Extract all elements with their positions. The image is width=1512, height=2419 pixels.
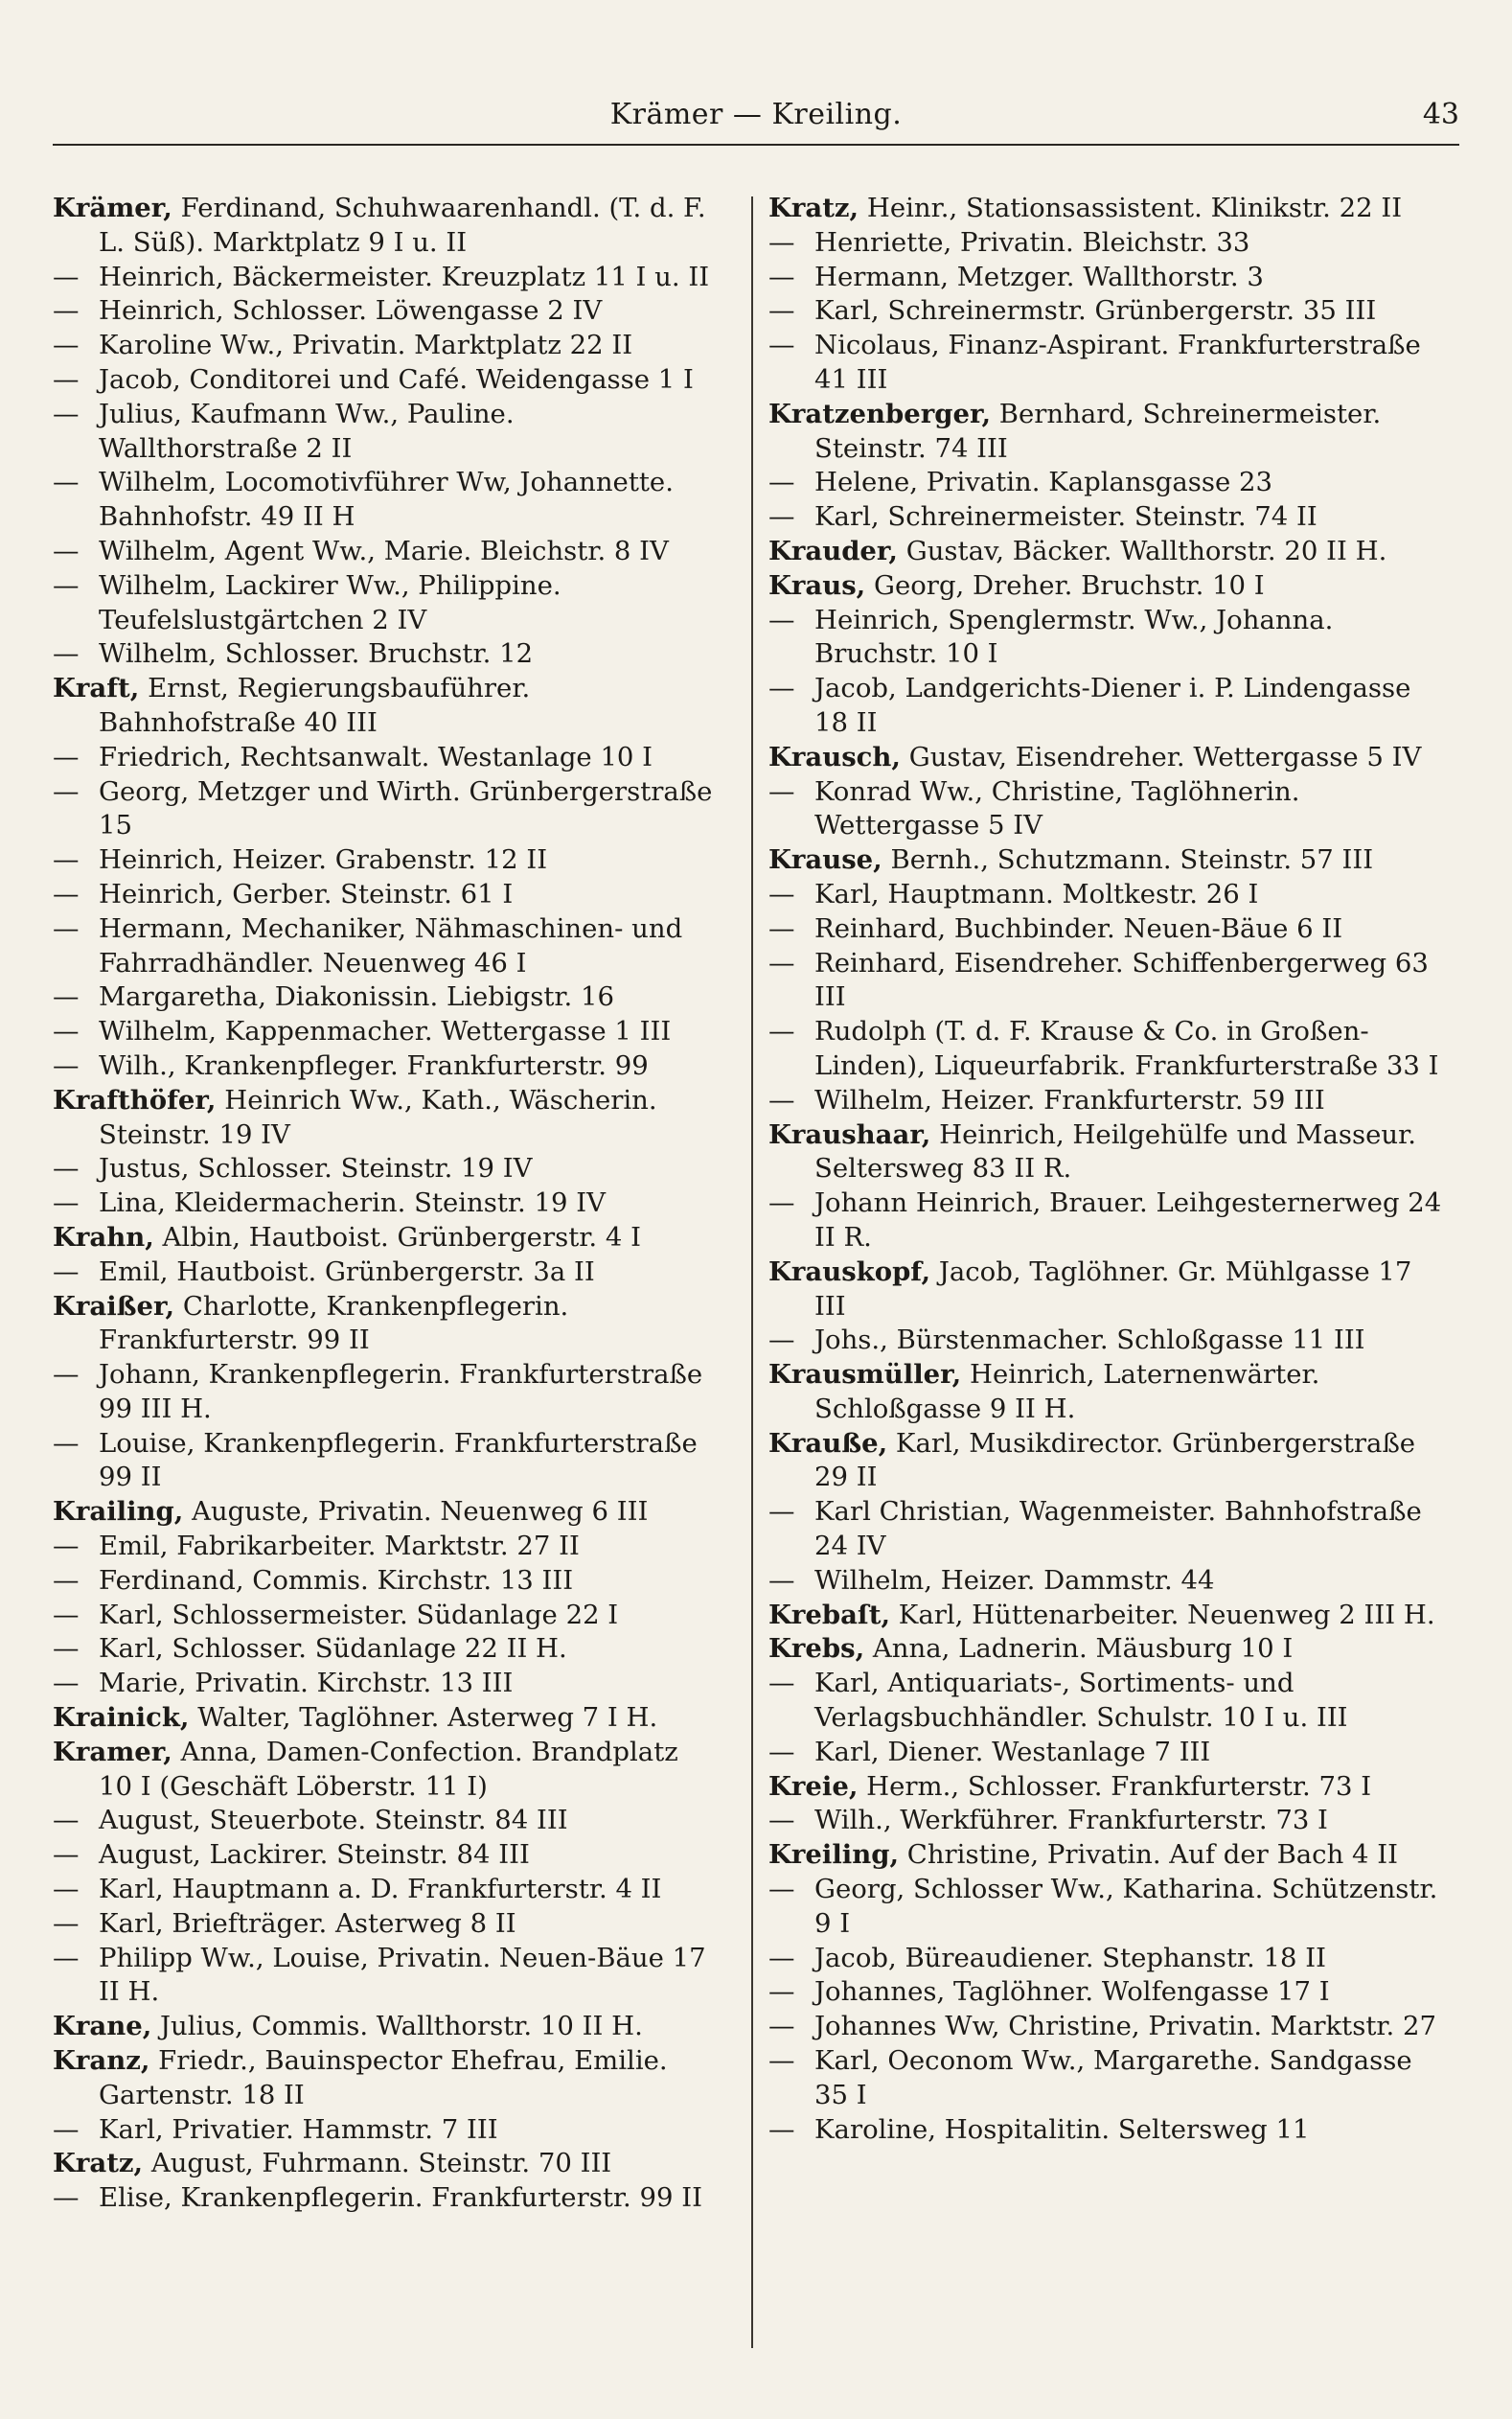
entry-surname: Krane, — [53, 2011, 152, 2042]
entry-text: Karoline Ww., Privatin. Marktplatz 22 II — [99, 330, 633, 361]
repeat-dash: — — [53, 741, 80, 772]
directory-entry — [768, 1599, 1451, 1633]
repeat-dash: — — [53, 1839, 80, 1871]
right-column — [768, 192, 1451, 2147]
repeat-dash: — — [53, 638, 80, 670]
repeat-dash: — — [768, 2045, 795, 2077]
directory-entry — [768, 1118, 1451, 1187]
entry-text: Karl, Schlossermeister. Südanlage 22 I — [99, 1599, 619, 1630]
entry-surname: Kraushaar, — [768, 1118, 931, 1150]
directory-entry — [768, 878, 1451, 912]
entry-text: Henriette, Privatin. Bleichstr. 33 — [814, 226, 1250, 258]
entry-surname: Krauße, — [768, 1427, 888, 1459]
directory-entry — [53, 1186, 714, 1221]
directory-entry — [768, 466, 1451, 500]
directory-entry — [768, 1015, 1451, 1084]
entry-surname: Krause, — [768, 844, 882, 876]
directory-entry — [768, 1804, 1451, 1838]
entry-text: Karl, Schreinermeister. Steinstr. 74 II — [814, 501, 1317, 533]
directory-entry — [768, 672, 1451, 741]
entry-surname: Kratz, — [768, 193, 859, 223]
entry-surname: Krebs, — [768, 1633, 865, 1665]
directory-entry — [768, 500, 1451, 535]
entry-text: Georg, Metzger und Wirth. Grünbergerstraße 15 — [99, 775, 713, 841]
repeat-dash: — — [768, 947, 795, 979]
entry-text: Heinrich, Bäckermeister. Kreuzplatz 11 I u. II — [99, 261, 710, 292]
entry-text: Heinrich, Schlosser. Löwengasse 2 IV — [99, 295, 603, 327]
repeat-dash: — — [768, 673, 795, 704]
directory-entry — [768, 294, 1451, 329]
entry-text: Wilhelm, Lackirer Ww., Philippine. Teufelslustgärtchen 2 IV — [99, 569, 561, 635]
repeat-dash: — — [53, 2113, 80, 2145]
entry-text: Karl, Hüttenarbeiter. Neuenweg 2 III H. — [890, 1599, 1435, 1630]
directory-entry — [53, 843, 714, 878]
directory-entry — [768, 2113, 1451, 2148]
entry-text: Karl, Oeconom Ww., Margarethe. Sandgasse 35 I — [814, 2045, 1412, 2110]
repeat-dash: — — [53, 844, 80, 876]
directory-entry — [768, 1186, 1451, 1256]
repeat-dash: — — [53, 1668, 80, 1699]
entry-text: Ernst, Regierungsbauführer. Bahnhofstraße 40 III — [99, 673, 531, 738]
directory-entry — [53, 2181, 714, 2216]
directory-entry — [768, 398, 1451, 467]
entry-text: Karl, Schreinermstr. Grünbergerstr. 35 III — [814, 295, 1377, 327]
repeat-dash: — — [768, 1942, 795, 1973]
repeat-dash: — — [53, 535, 80, 566]
directory-entry — [768, 1495, 1451, 1564]
entry-text: Heinrich Ww., Kath., Wäscherin. Steinstr. 19 IV — [99, 1084, 657, 1150]
entry-text: Elise, Krankenpflegerin. Frankfurterstr. 99 II — [99, 2182, 702, 2214]
entry-text: Margaretha, Diakonissin. Liebigstr. 16 — [99, 981, 615, 1013]
entry-text: Christine, Privatin. Auf der Bach 4 II — [899, 1839, 1398, 1871]
entry-text: Wilhelm, Heizer. Dammstr. 44 — [814, 1564, 1215, 1596]
entry-text: Friedr., Bauinspector Ehefrau, Emilie. Gartenstr. 18 II — [99, 2045, 668, 2110]
entry-text: Heinr., Stationsassistent. Klinikstr. 22 II — [859, 193, 1403, 223]
left-column — [53, 192, 714, 2216]
directory-entry — [53, 912, 714, 981]
entry-text: Wilhelm, Locomotivführer Ww, Johannette. Bahnhofstr. 49 II H — [99, 467, 674, 533]
directory-entry — [53, 637, 714, 672]
directory-entry — [768, 1256, 1451, 1325]
entry-text: Karl, Diener. Westanlage 7 III — [814, 1736, 1211, 1767]
entry-surname: Krauskopf, — [768, 1256, 931, 1287]
repeat-dash: — — [53, 2182, 80, 2214]
repeat-dash: — — [768, 1325, 795, 1356]
entry-text: Rudolph (T. d. F. Krause & Co. in Großen-Linden), Liqueurfabrik. Frankfurterstraße 33 I — [814, 1016, 1439, 1081]
repeat-dash: — — [53, 981, 80, 1013]
entry-text: Charlotte, Krankenpflegerin. Frankfurterstr. 99 II — [99, 1290, 569, 1356]
repeat-dash: — — [53, 569, 80, 601]
entry-surname: Krailing, — [53, 1496, 184, 1528]
repeat-dash: — — [53, 398, 80, 429]
directory-entry — [53, 535, 714, 569]
repeat-dash: — — [768, 226, 795, 258]
directory-entry — [768, 2044, 1451, 2113]
repeat-dash: — — [53, 1256, 80, 1287]
directory-entry — [53, 398, 714, 467]
directory-entry — [768, 2010, 1451, 2044]
entry-text: Jacob, Conditorei und Café. Weidengasse 1 I — [99, 363, 694, 395]
directory-entry — [768, 1427, 1451, 1496]
directory-entry — [768, 1667, 1451, 1736]
repeat-dash: — — [53, 1599, 80, 1630]
directory-entry — [53, 878, 714, 912]
entry-text: Heinrich, Heizer. Grabenstr. 12 II — [99, 844, 548, 876]
directory-entry — [53, 1599, 714, 1633]
directory-entry — [53, 1084, 714, 1153]
entry-text: Albin, Hautboist. Grünbergerstr. 4 I — [153, 1221, 641, 1253]
entry-text: Karoline, Hospitalitin. Seltersweg 11 — [814, 2113, 1310, 2145]
entry-text: Johannes, Taglöhner. Wolfengasse 17 I — [814, 1976, 1330, 2008]
directory-entry — [53, 1564, 714, 1599]
directory-entry — [768, 535, 1451, 569]
entry-text: Auguste, Privatin. Neuenweg 6 III — [183, 1496, 649, 1528]
entry-text: Julius, Commis. Wallthorstr. 10 II H. — [151, 2011, 643, 2042]
entry-text: Heinrich, Laternenwärter. Schloßgasse 9 II H. — [814, 1359, 1320, 1424]
entry-text: Jacob, Landgerichts-Diener i. P. Lindengasse 18 II — [814, 673, 1411, 738]
entry-text: August, Fuhrmann. Steinstr. 70 III — [143, 2148, 612, 2179]
directory-entry — [768, 1942, 1451, 1976]
directory-entry — [53, 1256, 714, 1290]
entry-text: Johann Heinrich, Brauer. Leihgesternerweg 24 II R. — [814, 1187, 1442, 1253]
directory-entry — [53, 1530, 714, 1564]
entry-text: Friedrich, Rechtsanwalt. Westanlage 10 I — [99, 741, 653, 772]
repeat-dash: — — [768, 1874, 795, 1905]
directory-entry — [768, 261, 1451, 295]
entry-text: Wilh., Krankenpfleger. Frankfurterstr. 99 — [99, 1049, 649, 1081]
repeat-dash: — — [53, 1907, 80, 1939]
repeat-dash: — — [768, 1564, 795, 1596]
directory-entry — [768, 1838, 1451, 1873]
repeat-dash: — — [53, 261, 80, 292]
directory-entry — [768, 1324, 1451, 1358]
entry-text: Wilhelm, Heizer. Frankfurterstr. 59 III — [814, 1084, 1325, 1116]
directory-entry — [53, 775, 714, 844]
repeat-dash: — — [768, 604, 795, 635]
directory-entry — [768, 226, 1451, 261]
directory-entry — [53, 329, 714, 363]
repeat-dash: — — [53, 330, 80, 361]
entry-text: Emil, Hautboist. Grünbergerstr. 3a II — [99, 1256, 595, 1287]
directory-entry — [768, 1873, 1451, 1942]
directory-entry — [53, 1632, 714, 1667]
entry-text: Karl, Hauptmann a. D. Frankfurterstr. 4 II — [99, 1874, 662, 1905]
directory-entry — [53, 2147, 714, 2181]
entry-text: Gustav, Eisendreher. Wettergasse 5 IV — [901, 741, 1422, 772]
entry-text: Karl, Musikdirector. Grünbergerstraße 29 II — [814, 1427, 1416, 1493]
repeat-dash: — — [768, 330, 795, 361]
repeat-dash: — — [768, 1016, 795, 1048]
directory-entry — [53, 741, 714, 775]
entry-text: Helene, Privatin. Kaplansgasse 23 — [814, 467, 1273, 498]
directory-entry — [768, 912, 1451, 947]
entry-text: Herm., Schlosser. Frankfurterstr. 73 I — [858, 1770, 1372, 1802]
directory-entry — [53, 980, 714, 1015]
entry-text: Johs., Bürstenmacher. Schloßgasse 11 III — [814, 1325, 1365, 1356]
entry-text: Ferdinand, Schuhwaarenhandl. (T. d. F. L. Süß). Marktplatz 9 I u. II — [99, 193, 706, 258]
entry-text: Philipp Ww., Louise, Privatin. Neuen-Bäue 17 II H. — [99, 1942, 706, 2008]
entry-text: August, Lackirer. Steinstr. 84 III — [99, 1839, 530, 1871]
entry-text: August, Steuerbote. Steinstr. 84 III — [99, 1805, 568, 1836]
repeat-dash: — — [768, 1668, 795, 1699]
directory-entry — [768, 329, 1451, 398]
directory-entry — [53, 192, 714, 261]
directory-entry — [768, 569, 1451, 604]
repeat-dash: — — [53, 1016, 80, 1048]
directory-entry — [53, 1804, 714, 1838]
directory-entry — [53, 1907, 714, 1942]
entry-surname: Kramer, — [53, 1736, 172, 1767]
repeat-dash: — — [768, 1736, 795, 1767]
repeat-dash: — — [768, 1187, 795, 1219]
entry-text: Bernhard, Schreinermeister. Steinstr. 74 III — [814, 398, 1382, 464]
repeat-dash: — — [768, 1496, 795, 1528]
entry-text: Gustav, Bäcker. Wallthorstr. 20 II H. — [898, 535, 1387, 566]
repeat-dash: — — [53, 1187, 80, 1219]
entry-text: Wilhelm, Schlosser. Bruchstr. 12 — [99, 638, 534, 670]
repeat-dash: — — [53, 775, 80, 807]
entry-text: Anna, Damen-Confection. Brandplatz 10 I (Geschäft Löberstr. 11 I) — [99, 1736, 678, 1802]
directory-entry — [53, 1942, 714, 2011]
directory-entry — [768, 1975, 1451, 2010]
directory-entry — [53, 1358, 714, 1427]
directory-entry — [53, 1015, 714, 1049]
entry-surname: Kratz, — [53, 2148, 144, 2179]
directory-entry — [768, 1770, 1451, 1805]
repeat-dash: — — [768, 1805, 795, 1836]
directory-entry — [53, 1667, 714, 1701]
repeat-dash: — — [768, 878, 795, 910]
entry-text: Reinhard, Buchbinder. Neuen-Bäue 6 II — [814, 912, 1343, 944]
entry-surname: Kraus, — [768, 569, 866, 601]
directory-entry — [53, 1221, 714, 1256]
entry-surname: Kraft, — [53, 673, 140, 704]
entry-text: Marie, Privatin. Kirchstr. 13 III — [99, 1668, 514, 1699]
entry-text: Karl, Briefträger. Asterweg 8 II — [99, 1907, 516, 1939]
directory-entry — [768, 741, 1451, 775]
repeat-dash: — — [768, 501, 795, 533]
repeat-dash: — — [53, 878, 80, 910]
entry-text: Heinrich, Heilgehülfe und Masseur. Seltersweg 83 II R. — [814, 1118, 1416, 1185]
entry-text: Jacob, Büreaudiener. Stephanstr. 18 II — [814, 1942, 1326, 1973]
entry-text: Georg, Schlosser Ww., Katharina. Schützenstr. 9 I — [814, 1874, 1438, 1939]
entry-text: Nicolaus, Finanz-Aspirant. Frankfurterstraße 41 III — [814, 330, 1421, 395]
entry-surname: Krausch, — [768, 741, 901, 772]
entry-surname: Krämer, — [53, 193, 172, 223]
directory-entry — [53, 294, 714, 329]
entry-surname: Kratzenberger, — [768, 398, 992, 429]
entry-text: Hermann, Metzger. Wallthorstr. 3 — [814, 261, 1264, 292]
directory-entry — [768, 1564, 1451, 1599]
entry-text: Jacob, Taglöhner. Gr. Mühlgasse 17 III — [814, 1256, 1412, 1322]
repeat-dash: — — [768, 295, 795, 327]
entry-surname: Kraißer, — [53, 1290, 175, 1322]
repeat-dash: — — [768, 2113, 795, 2145]
repeat-dash: — — [53, 467, 80, 498]
directory-entry — [768, 1632, 1451, 1667]
directory-entry — [768, 775, 1451, 844]
entry-text: Wilh., Werkführer. Frankfurterstr. 73 I — [814, 1805, 1328, 1836]
repeat-dash: — — [768, 467, 795, 498]
entry-surname: Kreie, — [768, 1770, 859, 1802]
directory-entry — [53, 1290, 714, 1359]
repeat-dash: — — [53, 912, 80, 944]
directory-entry — [53, 363, 714, 398]
entry-surname: Krauder, — [768, 535, 898, 566]
repeat-dash: — — [53, 1427, 80, 1459]
repeat-dash: — — [53, 1942, 80, 1973]
entry-surname: Kreiling, — [768, 1839, 900, 1871]
directory-entry — [53, 261, 714, 295]
entry-text: Johannes Ww, Christine, Privatin. Marktstr. 27 — [814, 2011, 1436, 2042]
repeat-dash: — — [768, 1084, 795, 1116]
entry-text: Julius, Kaufmann Ww., Pauline. Wallthorstraße 2 II — [99, 398, 515, 464]
entry-text: Georg, Dreher. Bruchstr. 10 I — [865, 569, 1265, 601]
entry-text: Emil, Fabrikarbeiter. Marktstr. 27 II — [99, 1531, 580, 1562]
repeat-dash: — — [53, 1359, 80, 1391]
entry-text: Wilhelm, Agent Ww., Marie. Bleichstr. 8 IV — [99, 535, 669, 566]
entry-text: Wilhelm, Kappenmacher. Wettergasse 1 III — [99, 1016, 672, 1048]
repeat-dash: — — [53, 1874, 80, 1905]
directory-entry — [53, 2010, 714, 2044]
repeat-dash: — — [53, 363, 80, 395]
repeat-dash: — — [53, 1805, 80, 1836]
directory-entry — [768, 1358, 1451, 1427]
directory-entry — [53, 1049, 714, 1084]
entry-text: Hermann, Mechaniker, Nähmaschinen- und Fahrradhändler. Neuenweg 46 I — [99, 912, 683, 979]
entry-text: Justus, Schlosser. Steinstr. 19 IV — [99, 1153, 533, 1185]
entry-surname: Krafthöfer, — [53, 1084, 217, 1116]
page-number: 43 — [1422, 98, 1459, 131]
page-header — [53, 92, 1459, 146]
directory-entry — [53, 569, 714, 638]
entry-text: Ferdinand, Commis. Kirchstr. 13 III — [99, 1564, 574, 1596]
entry-surname: Krausmüller, — [768, 1359, 962, 1391]
directory-entry — [53, 1427, 714, 1496]
directory-entry — [53, 1838, 714, 1873]
repeat-dash: — — [53, 1633, 80, 1665]
repeat-dash: — — [53, 1531, 80, 1562]
directory-entry — [53, 1736, 714, 1805]
entry-surname: Kranz, — [53, 2045, 150, 2077]
entry-surname: Krebaſt, — [768, 1599, 891, 1630]
repeat-dash: — — [53, 1564, 80, 1596]
entry-text: Bernh., Schutzmann. Steinstr. 57 III — [882, 844, 1374, 876]
entry-text: Walter, Taglöhner. Asterweg 7 I H. — [189, 1702, 658, 1734]
entry-text: Konrad Ww., Christine, Taglöhnerin. Wettergasse 5 IV — [814, 775, 1300, 841]
repeat-dash: — — [768, 1976, 795, 2008]
entry-surname: Krainick, — [53, 1702, 190, 1734]
directory-entry — [53, 2113, 714, 2148]
entry-text: Lina, Kleidermacherin. Steinstr. 19 IV — [99, 1187, 606, 1219]
entry-text: Karl, Schlosser. Südanlage 22 II H. — [99, 1633, 567, 1665]
entry-surname: Krahn, — [53, 1221, 154, 1253]
repeat-dash: — — [768, 2011, 795, 2042]
directory-entry — [768, 1736, 1451, 1770]
repeat-dash: — — [53, 295, 80, 327]
entry-text: Heinrich, Spenglermstr. Ww., Johanna. Bruchstr. 10 I — [814, 604, 1334, 670]
entry-text: Karl, Antiquariats-, Sortiments- und Verlagsbuchhändler. Schulstr. 10 I u. III — [814, 1668, 1348, 1734]
directory-entry — [768, 192, 1451, 226]
directory-entry — [53, 1701, 714, 1736]
repeat-dash: — — [53, 1153, 80, 1185]
directory-entry — [768, 843, 1451, 878]
directory-entry — [53, 2044, 714, 2113]
entry-text: Louise, Krankenpflegerin. Frankfurterstraße 99 II — [99, 1427, 698, 1493]
entry-text: Johann, Krankenpflegerin. Frankfurterstraße 99 III H. — [99, 1359, 703, 1424]
repeat-dash: — — [768, 775, 795, 807]
directory-entry — [53, 672, 714, 741]
directory-entry — [768, 1084, 1451, 1118]
entry-text: Heinrich, Gerber. Steinstr. 61 I — [99, 878, 514, 910]
directory-entry — [768, 947, 1451, 1016]
directory-entry — [53, 1495, 714, 1530]
repeat-dash: — — [768, 261, 795, 292]
directory-entry — [53, 466, 714, 535]
entry-text: Reinhard, Eisendreher. Schiffenbergerweg 63 III — [814, 947, 1429, 1013]
entry-text: Karl, Hauptmann. Moltkestr. 26 I — [814, 878, 1259, 910]
directory-entry — [768, 604, 1451, 673]
running-title: Krämer — Kreiling. — [609, 98, 903, 131]
repeat-dash: — — [53, 1049, 80, 1081]
directory-entry — [53, 1152, 714, 1186]
repeat-dash: — — [768, 912, 795, 944]
column-divider — [751, 196, 753, 2348]
entry-text: Karl, Privatier. Hammstr. 7 III — [99, 2113, 498, 2145]
entry-text: Anna, Ladnerin. Mäusburg 10 I — [864, 1633, 1294, 1665]
directory-entry — [53, 1873, 714, 1907]
entry-text: Karl Christian, Wagenmeister. Bahnhofstraße 24 IV — [814, 1496, 1422, 1562]
